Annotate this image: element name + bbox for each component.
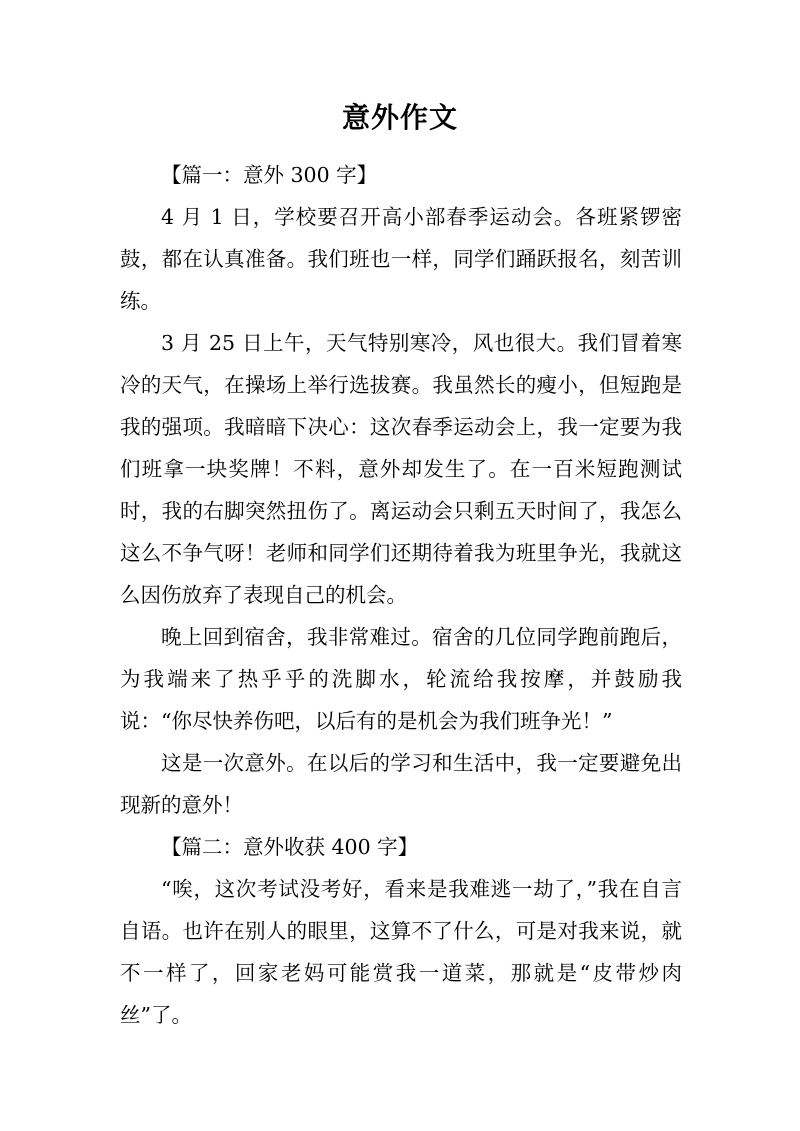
section-heading-2: 【篇二：意外收获 400 字】: [161, 835, 419, 859]
document-title: 意外作文: [341, 101, 458, 134]
paragraph-2: 3 月 25 日上午，天气特别寒冷，风也很大。我们冒着寒冷的天气，在操场上举行选拔赛。我虽然长的瘦小，但短跑是我的强项。我暗暗下决心：这次春季运动会上，我一定要为我们班拿一块奖牌！不料，意外却发生了。在一百米短跑测试时，我的右脚突然扭伤了。离运动会只剩五天时间了，我怎么这么不争气呀！老师和同学们还期待着我为班里争光，我就这么因伤放弃了表现自己的机会。: [120, 331, 682, 607]
document-body: [120, 154, 682, 1036]
paragraph-3: 晚上回到宿舍，我非常难过。宿舍的几位同学跑前跑后，为我端来了热乎乎的洗脚水，轮流给我按摩，并鼓励我说：“你尽快养伤吧，以后有的是机会为我们班争光！”: [120, 625, 682, 733]
section-heading-1: 【篇一：意外 300 字】: [161, 163, 378, 187]
paragraph-4: 这是一次意外。在以后的学习和生活中，我一定要避免出现新的意外！: [120, 751, 682, 817]
paragraph-5: “唉，这次考试没考好，看来是我难逃一劫了，”我在自言自语。也许在别人的眼里，这算不了什么，可是对我来说，就不一样了，回家老妈可能赏我一道菜，那就是“皮带炒肉丝”了。: [120, 877, 682, 1027]
paragraph-1: 4 月 1 日，学校要召开高小部春季运动会。各班紧锣密鼓，都在认真准备。我们班也一样，同学们踊跃报名，刻苦训练。: [120, 205, 682, 313]
